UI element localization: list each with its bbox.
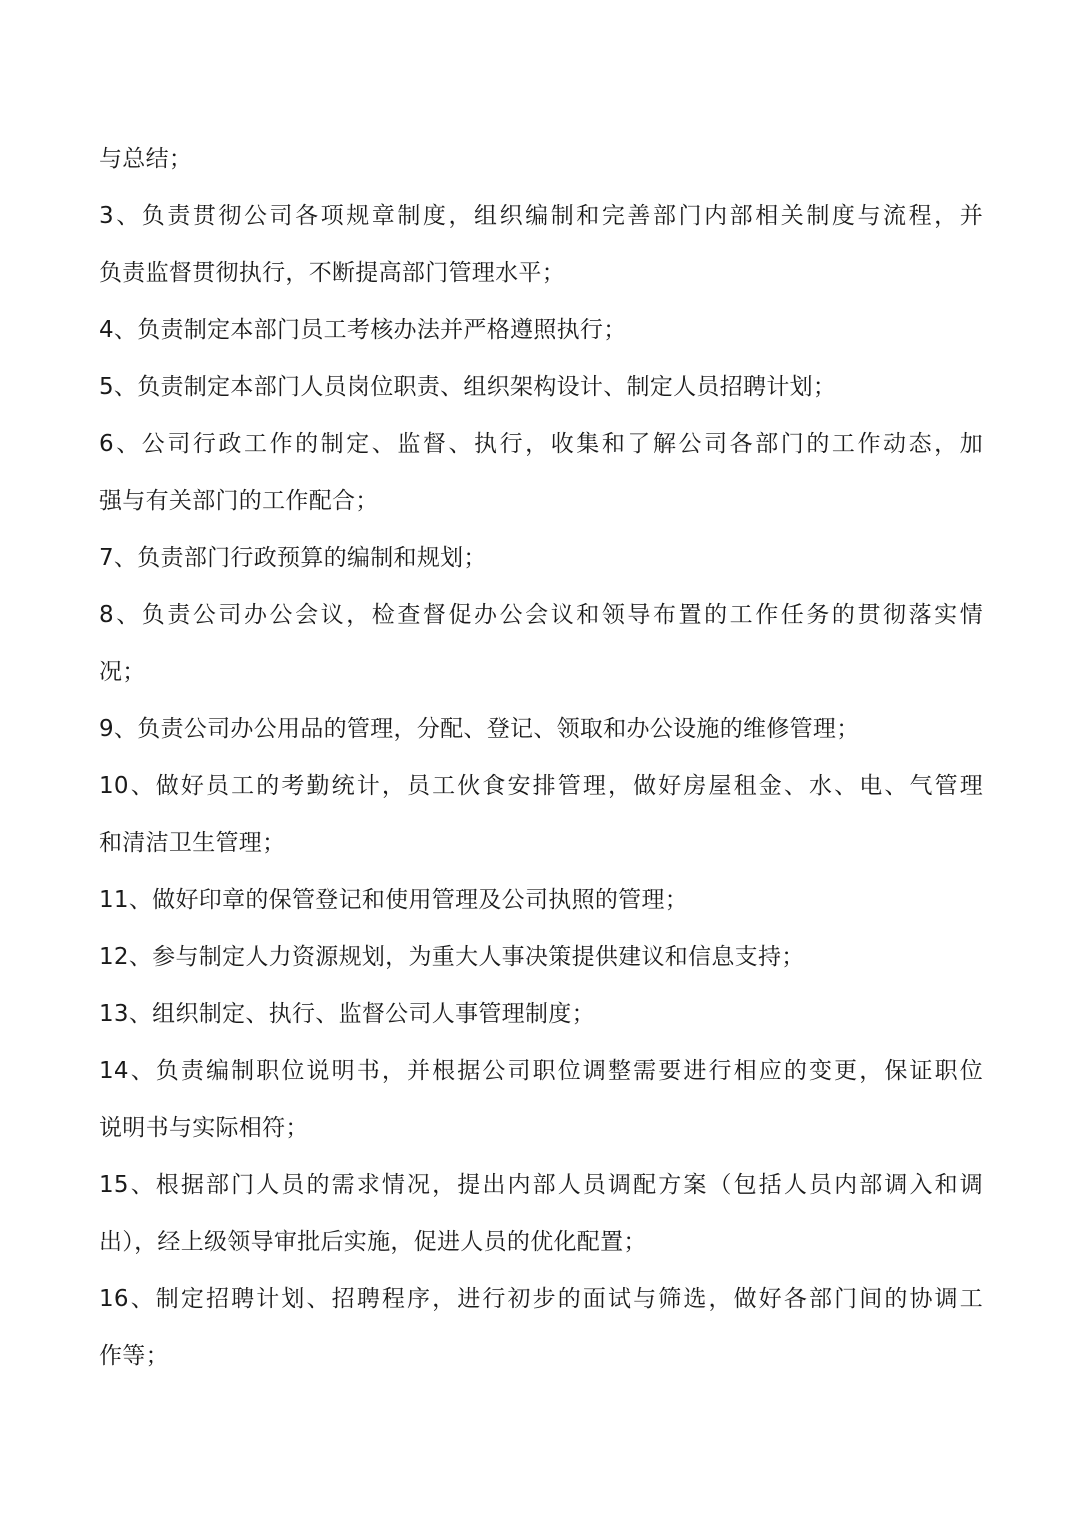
text-line: 7、负责部门行政预算的编制和规划； — [99, 545, 487, 571]
text-line: 4、负责制定本部门员工考核办法并严格遵照执行； — [99, 317, 627, 343]
text-line: 16、制定招聘计划、招聘程序，进行初步的面试与筛选，做好各部门间的协调工 — [99, 1286, 983, 1312]
text-line: 负责监督贯彻执行，不断提高部门管理水平； — [99, 260, 565, 286]
text-line: 5、负责制定本部门人员岗位职责、组织架构设计、制定人员招聘计划； — [99, 374, 837, 400]
text-line: 作等； — [99, 1343, 169, 1369]
text-line: 13、组织制定、执行、监督公司人事管理制度； — [99, 1001, 595, 1027]
text-line: 说明书与实际相符； — [99, 1115, 309, 1141]
text-line: 与总结； — [99, 146, 193, 172]
text-line: 出），经上级领导审批后实施，促进人员的优化配置； — [99, 1229, 647, 1255]
text-line: 12、参与制定人力资源规划，为重大人事决策提供建议和信息支持； — [99, 944, 805, 970]
text-line: 3、负责贯彻公司各项规章制度，组织编制和完善部门内部相关制度与流程，并 — [99, 203, 983, 229]
document-body — [99, 131, 983, 1385]
text-line: 和清洁卫生管理； — [99, 830, 286, 856]
text-line: 9、负责公司办公用品的管理，分配、登记、领取和办公设施的维修管理； — [99, 716, 860, 742]
text-line: 强与有关部门的工作配合； — [99, 488, 379, 514]
text-line: 6、公司行政工作的制定、监督、执行，收集和了解公司各部门的工作动态，加 — [99, 431, 983, 457]
text-line: 15、根据部门人员的需求情况，提出内部人员调配方案（包括人员内部调入和调 — [99, 1172, 983, 1198]
text-line: 8、负责公司办公会议，检查督促办公会议和领导布置的工作任务的贯彻落实情 — [99, 602, 983, 628]
text-line: 况； — [99, 659, 146, 685]
text-line: 10、做好员工的考勤统计，员工伙食安排管理，做好房屋租金、水、电、气管理 — [99, 773, 983, 799]
text-line: 11、做好印章的保管登记和使用管理及公司执照的管理； — [99, 887, 689, 913]
text-line: 14、负责编制职位说明书，并根据公司职位调整需要进行相应的变更，保证职位 — [99, 1058, 983, 1084]
